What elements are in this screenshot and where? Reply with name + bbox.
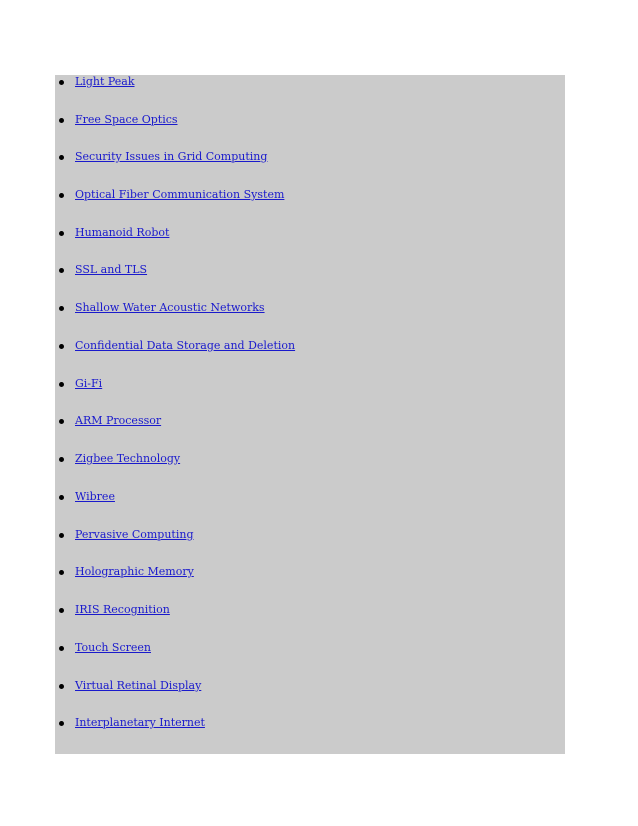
bullet-icon	[59, 382, 64, 387]
bullet-icon	[59, 646, 64, 651]
topic-link[interactable]: Light Peak	[75, 75, 135, 88]
bullet-icon	[59, 533, 64, 538]
bullet-icon	[59, 118, 64, 123]
topic-link[interactable]: Virtual Retinal Display	[75, 679, 202, 692]
topic-link[interactable]: Confidential Data Storage and Deletion	[75, 339, 296, 352]
bullet-icon	[59, 684, 64, 689]
topic-link[interactable]: Touch Screen	[75, 641, 151, 654]
bullet-icon	[59, 608, 64, 613]
bullet-icon	[59, 457, 64, 462]
topic-link[interactable]: Humanoid Robot	[75, 226, 170, 239]
topic-link[interactable]: Security Issues in Grid Computing	[75, 150, 268, 163]
bullet-icon	[59, 344, 64, 349]
bullet-icon	[59, 570, 64, 575]
topic-link[interactable]: Free Space Optics	[75, 113, 178, 126]
bullet-icon	[59, 193, 64, 198]
bullet-icon	[59, 306, 64, 311]
topic-list-panel	[55, 75, 565, 754]
topic-link[interactable]: SSL and TLS	[75, 263, 148, 276]
bullet-icon	[59, 80, 64, 85]
bullet-icon	[59, 721, 64, 726]
bullet-icon	[59, 231, 64, 236]
bullet-icon	[59, 268, 64, 273]
topic-link[interactable]: IRIS Recognition	[75, 603, 170, 616]
topic-link[interactable]: Zigbee Technology	[75, 452, 181, 465]
topic-link[interactable]: Pervasive Computing	[75, 528, 194, 541]
topic-link[interactable]: Optical Fiber Communication System	[75, 188, 285, 201]
bullet-icon	[59, 419, 64, 424]
topic-link[interactable]: Holographic Memory	[75, 565, 194, 578]
topic-link[interactable]: Shallow Water Acoustic Networks	[75, 301, 265, 314]
topic-link[interactable]: Interplanetary Internet	[75, 716, 205, 729]
topic-link[interactable]: Wibree	[75, 490, 115, 503]
topic-link[interactable]: ARM Processor	[75, 414, 162, 427]
bullet-icon	[59, 495, 64, 500]
topic-link[interactable]: Gi-Fi	[75, 377, 103, 390]
bullet-icon	[59, 155, 64, 160]
